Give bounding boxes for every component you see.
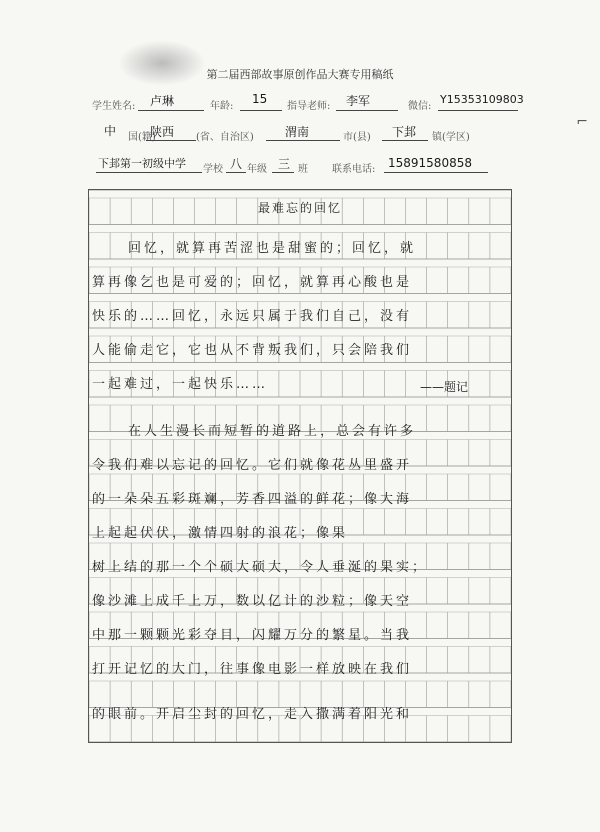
essay-signature: ——题记 — [420, 380, 469, 394]
age-underline — [240, 110, 282, 111]
essay-line: 中那一颗颗光彩夺目，闪耀万分的繁星。当我 — [92, 628, 413, 643]
essay-line: 一起难过，一起快乐…… — [92, 377, 269, 392]
essay-line: 打开记忆的大门，往事像电影一样放映在我们 — [92, 662, 413, 677]
essay-line: 的一朵朵五彩斑斓，芳香四溢的鲜花；像大海 — [92, 492, 413, 507]
phone-underline — [384, 172, 488, 173]
essay-line: 树上结的那一个个硕大硕大，令人垂涎的果实； — [92, 560, 429, 575]
grade-value: 八 — [230, 157, 243, 171]
student-name-value: 卢琳 — [150, 94, 175, 108]
essay-line: 像沙滩上成千上万，数以亿计的沙粒；像天空 — [92, 594, 413, 609]
school-suffix: 学校 — [203, 164, 223, 175]
town-value: 下邽 — [392, 125, 417, 139]
essay-line: 的眼前。开启尘封的回忆，走入撒满着阳光和 — [92, 707, 413, 722]
grade-underline — [226, 172, 246, 173]
essay-line: 回忆，就算再苦涩也是甜蜜的；回忆，就 — [128, 241, 417, 256]
essay-line: 算再像乞也是可爱的；回忆，就算再心酸也是 — [92, 275, 413, 290]
town-suffix: 镇(学区) — [432, 132, 470, 143]
essay-title: 最难忘的回忆 — [257, 201, 342, 215]
phone-label: 联系电话: — [332, 164, 376, 175]
teacher-value: 李军 — [346, 94, 371, 108]
province-value: 陕西 — [150, 125, 175, 139]
student-name-label: 学生姓名: — [92, 101, 136, 112]
age-label: 年龄: — [210, 101, 234, 112]
wechat-label: 微信: — [408, 101, 432, 112]
class-underline — [272, 172, 294, 173]
province-suffix: (省、自治区) — [196, 132, 254, 143]
grade-suffix: 年级 — [247, 164, 267, 175]
essay-line: 上起起伏伏，激情四射的浪花；像果 — [92, 526, 349, 541]
town-underline — [382, 140, 428, 141]
wechat-underline — [438, 110, 518, 111]
essay-line: 快乐的……回忆，永远只属于我们自己，没有 — [92, 309, 413, 324]
city-suffix: 市(县) — [343, 132, 371, 143]
school-underline — [96, 172, 202, 173]
essay-line: 令我们难以忘记的回忆。它们就像花丛里盛开 — [92, 458, 413, 473]
class-suffix: 班 — [298, 164, 308, 175]
country-value: 中 — [104, 124, 117, 138]
student-name-underline — [138, 110, 204, 111]
city-underline — [266, 140, 340, 141]
teacher-underline — [336, 110, 398, 111]
form-title: 第二届西部故事原创作品大赛专用稿纸 — [206, 68, 394, 81]
province-underline — [146, 140, 196, 141]
corner-mark-icon: ⌐ — [576, 114, 588, 130]
essay-line: 在人生漫长而短暂的道路上，总会有许多 — [128, 424, 417, 439]
city-value: 渭南 — [285, 125, 310, 139]
country-suffix: 国(籍) — [128, 132, 156, 143]
age-value: 15 — [252, 92, 268, 106]
wechat-value: Y15353109803 — [440, 93, 524, 106]
school-value: 下邽第一初级中学 — [98, 157, 186, 170]
essay-line: 人能偷走它，它也从不背叛我们，只会陪我们 — [92, 343, 413, 358]
teacher-label: 指导老师: — [287, 101, 331, 112]
class-value: 三 — [278, 157, 291, 171]
phone-value: 15891580858 — [388, 156, 472, 170]
